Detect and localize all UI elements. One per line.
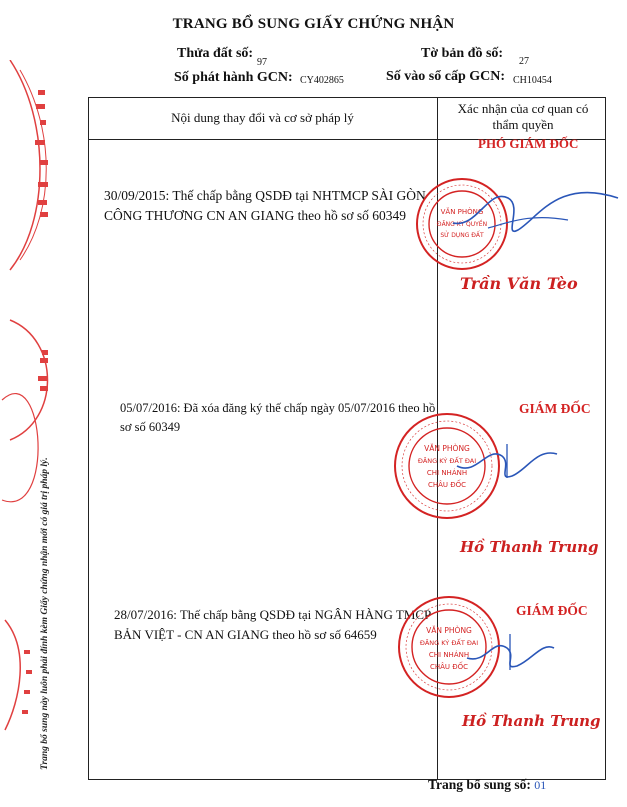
page-title: TRANG BỔ SUNG GIẤY CHỨNG NHẬN xyxy=(172,16,455,32)
thua-dat-value: 97 xyxy=(257,57,267,68)
signer-title-2: GIÁM ĐỐC xyxy=(519,401,591,416)
stamp-3-line-3: CHI NHÁNH xyxy=(428,651,470,659)
column-header-confirmation-line2: thẩm quyền xyxy=(492,117,554,132)
entry-2 xyxy=(120,399,435,437)
so-phat-hanh-label: Số phát hành GCN: xyxy=(174,70,293,85)
signer-title-1: PHÓ GIÁM ĐỐC xyxy=(478,136,579,151)
entry-1 xyxy=(104,186,426,226)
entry-2-line1: 05/07/2016: Đã xóa đăng ký thế chấp ngày 05/07/2016 theo hồ xyxy=(120,401,436,415)
stamp-1-line-3: SỬ DỤNG ĐẤT xyxy=(440,232,484,239)
signer-title-3: GIÁM ĐỐC xyxy=(516,603,588,618)
signer-name-3: Hồ Thanh Trung xyxy=(462,712,601,730)
column-header-confirmation-line1: Xác nhận của cơ quan có xyxy=(457,101,589,116)
supplement-page-number xyxy=(428,777,546,793)
entry-1-line1: 30/09/2015: Thế chấp bằng QSDĐ tại NHTMCP SÀI GÒN xyxy=(104,188,426,203)
signature-2 xyxy=(452,436,562,486)
supplement-page-label: Trang bổ sung số: xyxy=(428,777,531,792)
signer-name-1: Trần Văn Tèo xyxy=(460,274,578,293)
column-header-changes: Nội dung thay đổi và cơ sở pháp lý xyxy=(171,110,354,125)
entry-3-line1: 28/07/2016: Thế chấp bằng QSDĐ tại NGÂN HÀNG TMCP xyxy=(114,607,432,622)
stamp-3-line-4: CHÂU ĐỐC xyxy=(429,663,469,671)
signer-name-2: Hồ Thanh Trung xyxy=(460,538,599,556)
so-vao-so-value: CH10454 xyxy=(513,75,552,86)
to-ban-do-label: Tờ bản đồ số: xyxy=(421,46,504,61)
stamp-1-line-2: ĐĂNG KÝ QUYỀN xyxy=(436,221,488,228)
so-phat-hanh-value: CY402865 xyxy=(300,75,344,86)
column-header-confirmation xyxy=(440,101,606,133)
supplement-page-value: 01 xyxy=(534,778,547,792)
stamp-3-line-1: VĂN PHÒNG xyxy=(426,626,472,635)
stamp-2-line-2: ĐĂNG KÝ ĐẤT ĐAI xyxy=(417,457,477,465)
entry-3 xyxy=(114,605,431,645)
signature-3 xyxy=(462,626,557,676)
so-vao-so-label: Số vào sổ cấp GCN: xyxy=(386,69,506,84)
to-ban-do-value: 27 xyxy=(519,56,529,67)
stamp-2-line-4: CHÂU ĐỐC xyxy=(427,481,467,489)
entry-2-line2: sơ số 60349 xyxy=(120,420,181,434)
entry-1-line2: CÔNG THƯƠNG CN AN GIANG theo hồ sơ số 60349 xyxy=(104,208,406,223)
thua-dat-label: Thửa đất số: xyxy=(177,46,254,61)
stamp-3-line-2: ĐĂNG KÝ ĐẤT ĐAI xyxy=(419,639,479,647)
entry-3-line2: BẢN VIỆT - CN AN GIANG theo hồ sơ số 64659 xyxy=(114,627,377,642)
stamp-1-line-1: VĂN PHÒNG xyxy=(440,208,484,216)
signature-1 xyxy=(448,168,623,253)
side-legal-note: Trang bổ sung này luôn phải đính kèm Giấy chứng nhận mới có giá trị pháp lý. xyxy=(40,457,50,770)
stamp-2-line-3: CHI NHÁNH xyxy=(426,469,468,477)
stamp-2-line-1: VĂN PHÒNG xyxy=(424,444,470,453)
